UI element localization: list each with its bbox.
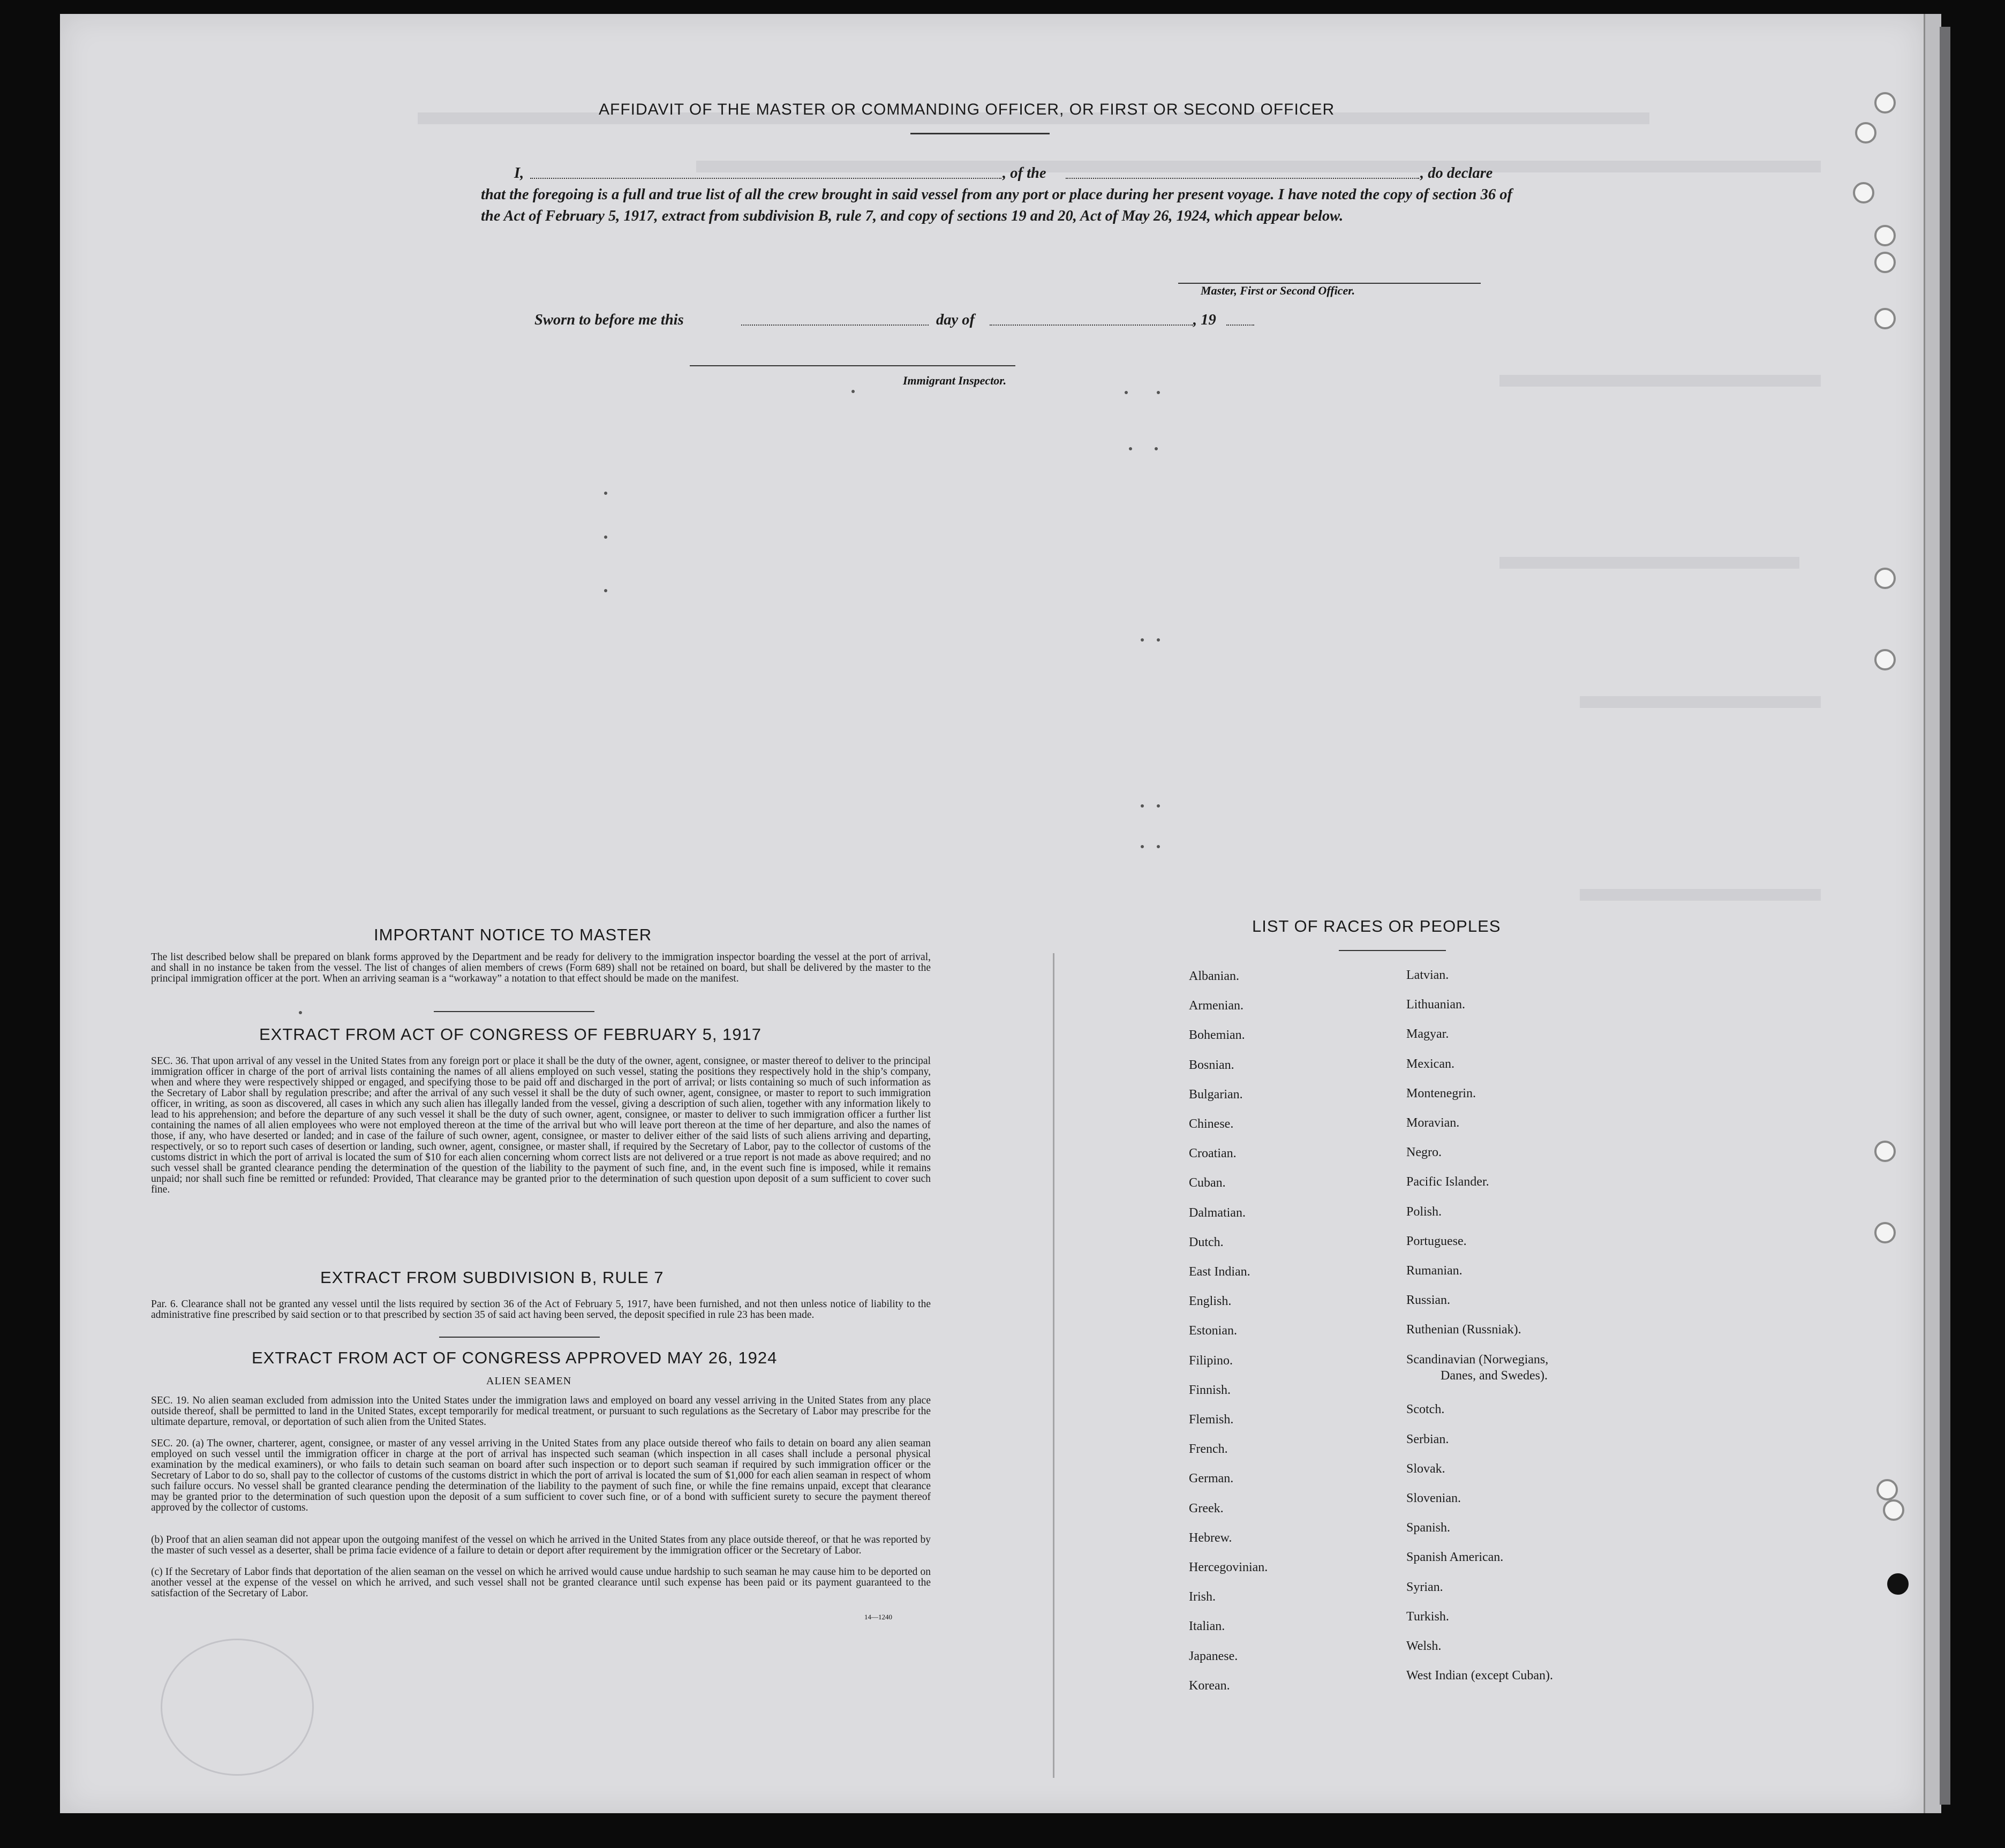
binder-hole [1855,122,1876,144]
race-item: Dutch. [1189,1235,1224,1249]
rule7-rule [439,1337,600,1338]
race-item: Moravian. [1406,1116,1460,1130]
stray-mark [1157,845,1160,848]
bleed-through-row [696,161,1821,172]
center-fold-line [1053,953,1054,1778]
master-caption: Master, First or Second Officer. [1201,284,1355,297]
sworn-day-of: day of [936,312,975,328]
race-item: Estonian. [1189,1324,1237,1338]
race-item: Bosnian. [1189,1058,1234,1072]
races-title-underline [1339,950,1446,951]
binder-hole [1874,1141,1896,1162]
inspector-caption: Immigrant Inspector. [903,374,1007,387]
stray-mark [1141,638,1144,642]
binder-hole [1874,252,1896,273]
race-item: Syrian. [1406,1580,1443,1594]
notice-body: The list described below shall be prepared on blank forms approved by the Department and be ready for delivery to the immigration inspector boarding the vessel at the port of arrival, and shall in no instance be taken from the vessel. The list of changes of alien members of crews (Form 689) shall not be retained on board, but shall be delivered by the master to the principal immigration officer at the port. When an arriving seaman is a “workaway” a notation to that effect should be made on the manifest. [151,952,931,984]
race-item: Bohemian. [1189,1028,1245,1043]
race-item: Japanese. [1189,1649,1238,1663]
page-edge [1924,14,1941,1813]
sworn-prefix: Sworn to before me this [534,312,684,328]
race-item: Irish. [1189,1590,1216,1604]
race-item: Lithuanian. [1406,998,1465,1012]
race-item: Rumanian. [1406,1264,1463,1278]
stray-mark [1129,447,1132,450]
extract-1924-sec19: SEC. 19. No alien seaman excluded from admission into the United States under the immigration laws and employed on board any vessel arriving in the United States from any place outside thereof, shall be permitted to land in the United States, except temporarily for medical treatment, or pursuant to such regulations as the Secretary of Labor may prescribe for the ultimate departure, removal, or deportation of such alien from the United States. [151,1395,931,1428]
race-item: Scandinavian (Norwegians, [1406,1352,1549,1367]
race-item: Turkish. [1406,1609,1449,1624]
binder-hole [1874,92,1896,114]
stray-mark [851,390,855,393]
stray-mark [1157,391,1160,394]
stray-mark [604,589,607,592]
affidavit-body: that the foregoing is a full and true list of all the crew brought in said vessel from any port or place during her present voyage. I have noted the copy of section 36 of the Act of February 5, 1917, extract from subdivision B, rule 7, and copy of sections 19 and 20, Act of May 26, 1924, which appear below. [481,186,1512,224]
race-item: Spanish American. [1406,1550,1504,1565]
affidavit-of-the: , of the [1002,165,1046,182]
race-item: Serbian. [1406,1432,1449,1446]
year-blank [1226,325,1254,326]
inspector-signature-line [690,365,1015,366]
race-item: Polish. [1406,1204,1442,1219]
stray-mark [1125,391,1128,394]
race-item: Magyar. [1406,1027,1449,1042]
race-item: Bulgarian. [1189,1087,1243,1102]
race-item: Finnish. [1189,1383,1231,1397]
stray-mark [1157,638,1160,642]
race-item: Dalmatian. [1189,1205,1246,1220]
race-item: Albanian. [1189,969,1239,983]
sworn-year: , 19 [1193,312,1216,328]
race-item: Negro. [1406,1145,1442,1160]
bleed-through-row [1580,696,1821,708]
stray-mark [1141,804,1144,808]
race-item: Croatian. [1189,1146,1237,1161]
extract-1924-subtitle: ALIEN SEAMEN [486,1375,572,1387]
binder-hole [1874,308,1896,329]
race-item: Slovak. [1406,1461,1445,1476]
extract-1924-sec20c: (c) If the Secretary of Labor finds that deportation of the alien seaman on the vessel on which he arrived would cause undue hardship to such seaman he may cause him to be deported on another vessel at the expense of the vessel on which he arrived, and such vessel shall not be granted clearance until such expense has been paid or its payment guaranteed to the satisfaction of the Secretary of Labor. [151,1566,931,1599]
race-item: Italian. [1189,1619,1225,1634]
race-item: Hercegovinian. [1189,1560,1268,1574]
rule7-body: Par. 6. Clearance shall not be granted any vessel until the lists required by section 36 of the Act of February 5, 1917, have been furnished, and not then unless notice of liability to the administrative fine prescribed by said section or to that prescribed by section 35 of said act having been served, the deposit specified in rule 23 has been made. [151,1299,931,1321]
race-item: Korean. [1189,1678,1230,1693]
bleed-through-row [1580,889,1821,901]
stray-mark [1157,804,1160,808]
binder-hole [1883,1499,1904,1521]
race-item: Russian. [1406,1293,1451,1308]
race-item: Greek. [1189,1501,1224,1515]
binder-hole [1887,1573,1909,1595]
name-blank [530,178,1001,179]
notice-title: IMPORTANT NOTICE TO MASTER [374,925,652,944]
binder-hole [1874,568,1896,589]
race-item: Slovenian. [1406,1491,1461,1506]
extract-1924-title: EXTRACT FROM ACT OF CONGRESS APPROVED MAY 26, 1924 [252,1348,778,1367]
race-item: Armenian. [1189,999,1243,1013]
race-item: Spanish. [1406,1521,1451,1535]
binder-hole [1874,225,1896,246]
affidavit-i: I, [514,165,524,182]
stray-mark [1141,845,1144,848]
race-item: French. [1189,1442,1228,1457]
extract-1917-title: EXTRACT FROM ACT OF CONGRESS OF FEBRUARY 5, 1917 [259,1025,762,1044]
day-blank [741,325,929,326]
vessel-blank [1066,178,1419,179]
bleed-through-row [1499,557,1799,569]
race-item: Chinese. [1189,1117,1234,1131]
race-item: Hebrew. [1189,1530,1232,1545]
month-blank [990,325,1193,326]
stray-mark [1155,447,1158,450]
rule7-title: EXTRACT FROM SUBDIVISION B, RULE 7 [320,1268,664,1287]
extract-1924-sec20b: (b) Proof that an alien seaman did not appear upon the outgoing manifest of the vessel on which he arrived in the United States from any place outside thereof, or that he was reported by the master of such vessel as a deserter, shall be prima facie evidence of a failure to detain or deport after requirement by the immigration officer or the Secretary of Labor. [151,1534,931,1556]
race-item: Scotch. [1406,1402,1445,1417]
form-number: 14—1240 [864,1613,892,1621]
stray-mark [604,535,607,539]
race-item: East Indian. [1189,1265,1250,1279]
races-title: LIST OF RACES OR PEOPLES [1252,917,1501,936]
bleed-through-row [1499,375,1821,387]
race-item: Filipino. [1189,1353,1233,1368]
race-item: German. [1189,1472,1234,1486]
race-item: Montenegrin. [1406,1086,1476,1100]
stray-mark [299,1011,302,1014]
affidavit-do-declare: , do declare [1420,165,1493,182]
affidavit-title: AFFIDAVIT OF THE MASTER OR COMMANDING OFFICER, OR FIRST OR SECOND OFFICER [599,101,1335,118]
race-item: Mexican. [1406,1057,1454,1071]
race-item: Latvian. [1406,968,1449,982]
binder-hole [1874,649,1896,670]
binder-hole [1876,1479,1898,1500]
race-item: Portuguese. [1406,1234,1467,1248]
race-item: Pacific Islander. [1406,1175,1489,1189]
stray-mark [604,492,607,495]
race-item: West Indian (except Cuban). [1406,1669,1553,1683]
race-item: Danes, and Swedes). [1441,1368,1548,1383]
race-item: Welsh. [1406,1639,1442,1654]
race-item: English. [1189,1294,1232,1309]
binder-hole [1853,182,1874,203]
notice-rule [434,1011,594,1012]
race-item: Flemish. [1189,1413,1234,1427]
binder-hole [1874,1222,1896,1243]
race-item: Ruthenian (Russniak). [1406,1323,1521,1337]
extract-1924-sec20a: SEC. 20. (a) The owner, charterer, agent, consignee, or master of any vessel arriving in the United States from any place outside thereof who fails to detain on board any alien seaman employed on such vessel until the immigration officer in charge at the port of arrival has inspected such seaman (which inspection in all cases shall include a personal physical examination by the medical examiners), or who fails to detain such seaman on board after such inspection or to deport such seaman if required by such immigration officer or the Secretary of Labor to do so, shall pay to the collector of customs of the customs district in which the port of arrival is located the sum of $1,000 for each alien seaman in respect of whom such failure occurs. No vessel shall be granted clearance pending the determination of the liability to the payment of such fine, or while the fine remains unpaid, except that clearance may be granted prior to the determination of such question upon the deposit of a sum sufficient to cover such fine, or of a bond with sufficient surety to secure the payment thereof approved by the collector of customs. [151,1438,931,1513]
race-item: Cuban. [1189,1176,1226,1190]
extract-1917-body: SEC. 36. That upon arrival of any vessel in the United States from any foreign port or place it shall be the duty of the owner, agent, consignee, or master thereof to deliver to the principal immigration officer in charge of the port of arrival lists containing the names of all aliens employed on such vessel, stating the positions they respectively hold in the ship’s company, when and where they were respectively shipped or engaged, and specifying those to be paid off and discharged in the port of arrival; or lists containing so much of such information as the Secretary of Labor shall by regulation prescribe; and after the arrival of any such vessel it shall be the duty of such owner, agent, consignee, or master to report to such immigration officer, in writing, as soon as discovered, all cases in which any such alien has illegally landed from the vessel, giving a description of such alien, together with any information likely to lead to his apprehension; and before the departure of any such vessel it shall be the duty of such owner, agent, consignee, or master to deliver to such immigration officer a further list containing the names of all alien employees who were not employed thereon at the time of the arrival but who will leave port thereon at the time of her departure, and also the names of those, if any, who have deserted or landed; and in case of the failure of such owner, agent, consignee, or master to deliver either of the said lists of such aliens arriving and departing, respectively, or so to report such cases of desertion or landing, such owner, agent, consignee, or master shall, if required by the Secretary of Labor, pay to the collector of customs of the customs district in which the port of arrival is located the sum of $10 for each alien concerning whom correct lists are not delivered or a true report is not made as above required; and no such vessel shall be granted clearance pending the determination of the question of the liability to the payment of such fine, and, in the event such fine is imposed, while it remains unpaid; nor shall such fine be remitted or refunded: Provided, That clearance may be granted prior to the determination of such question upon deposit of a sum sufficient to cover such fine. [151,1055,931,1195]
title-underline [910,133,1050,134]
page-edge-shadow [1940,27,1950,1805]
faint-seal [161,1639,314,1776]
